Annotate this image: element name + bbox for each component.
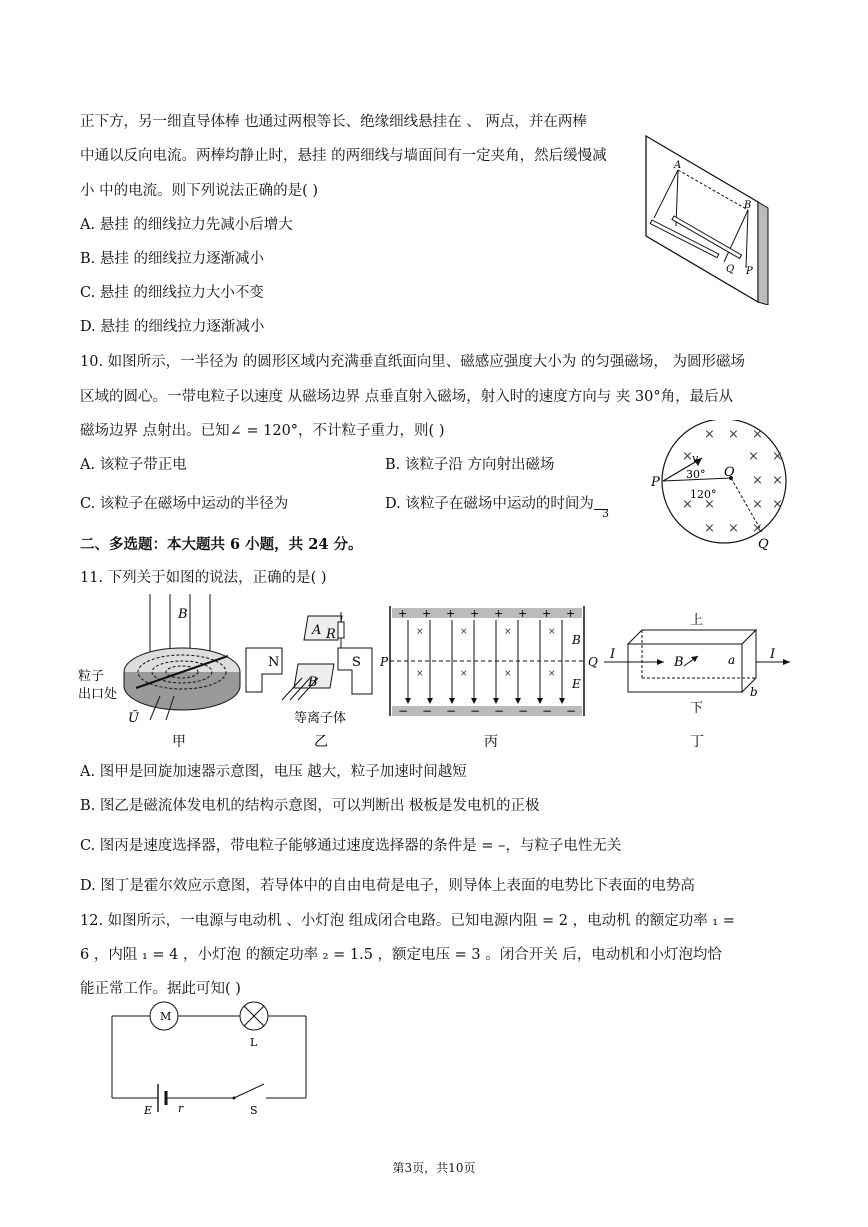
minus: − — [446, 704, 457, 718]
cross: × — [682, 449, 693, 464]
dee-side — [124, 672, 240, 710]
cross: × — [704, 497, 715, 512]
block-front — [628, 644, 742, 692]
label-r: r — [178, 1102, 184, 1115]
label-up: 上 — [690, 613, 704, 628]
minus: − — [494, 704, 505, 718]
fig-velocity-selector — [378, 604, 602, 750]
cross: × — [416, 669, 424, 679]
q12-line-3: 能正常工作。据此可知( ) — [80, 981, 241, 997]
cross: × — [772, 449, 783, 464]
q10-option-a: A. 该粒子带正电 — [80, 457, 187, 473]
q12-circuit — [104, 998, 314, 1120]
cross: × — [682, 497, 693, 512]
flow-arrow — [282, 678, 302, 700]
cross: × — [460, 627, 468, 637]
label-outlet-2: 出口处 — [78, 687, 118, 702]
q10-line-2: 区域的圆心。一带电粒子以速度 从磁场边界 点垂直射入磁场，射入时的速度方向与 夹 30°角，最后从 — [80, 389, 734, 405]
q10-line-3: 磁场边界 点射出。已知∠ = 120°，不计粒子重力，则( ) — [80, 423, 445, 439]
label-down: 下 — [690, 701, 704, 716]
switch-pivot — [233, 1097, 236, 1100]
caption-ding: 丁 — [690, 734, 704, 750]
label-r: R — [326, 627, 336, 642]
cross: × — [548, 669, 556, 679]
q12-line-2: 6 ，内阻 ₁ = 4 ，小灯泡 的额定功率 ₂ = 1.5 ，额定电压 = 3 。闭合开关 后，电动机和小灯泡均恰 — [80, 947, 722, 963]
cross: × — [752, 521, 763, 536]
label-q: Q — [588, 655, 598, 669]
cross: × — [504, 627, 512, 637]
q10-option-b: B. 该粒子沿 方向射出磁场 — [385, 457, 555, 473]
cross: × — [416, 627, 424, 637]
field-circle — [662, 420, 786, 543]
q9-option-a: A. 悬挂 的细线拉力先减小后增大 — [80, 217, 293, 233]
label-b: B — [674, 655, 684, 670]
plus: + — [494, 607, 504, 620]
cross: × — [728, 427, 739, 442]
q9-option-d: D. 悬挂 的细线拉力逐渐减小 — [80, 319, 265, 335]
switch-blade — [234, 1084, 264, 1098]
label-u: Ũ — [128, 711, 139, 726]
caption-jia: 甲 — [172, 734, 186, 750]
cross: × — [728, 521, 739, 536]
q11-option-c: C. 图丙是速度选择器，带电粒子能够通过速度选择器的条件是 = –，与粒子电性无关 — [80, 838, 622, 854]
label-a: A — [674, 160, 682, 171]
minus: − — [398, 704, 409, 718]
plus: + — [422, 607, 432, 620]
label-q: Q — [726, 264, 735, 275]
q11-option-a: A. 图甲是回旋加速器示意图，电压 越大，粒子加速时间越短 — [80, 764, 467, 780]
label-v: v — [692, 452, 699, 465]
label-a: a — [728, 653, 736, 667]
label-p: P — [651, 475, 660, 490]
q10-option-d-text: D. 该粒子在磁场中运动的时间为 — [385, 496, 594, 512]
q10-option-c: C. 该粒子在磁场中运动的半径为 — [80, 496, 289, 512]
page-footer: 第3页，共10页 — [392, 1161, 476, 1175]
cross: × — [460, 669, 468, 679]
plate-a — [304, 616, 342, 640]
section-heading: 二、多选题：本大题共 6 小题，共 24 分。 — [80, 536, 363, 553]
q9-line-2: 中通以反向电流。两棒均静止时，悬挂 的两细线与墙面间有一定夹角，然后缓慢减 — [80, 148, 607, 164]
angle-120: 120° — [690, 488, 717, 501]
resistor — [338, 622, 344, 638]
q9-line-3: 小 中的电流。则下列说法正确的是( ) — [80, 183, 319, 199]
q12-line-1: 12. 如图所示，一电源与电动机 、小灯泡 组成闭合电路。已知电源内阻 = 2 ，电动机 的额定功率 ₁ = — [80, 913, 735, 929]
fig-cyclotron — [78, 590, 248, 750]
fig-hall-effect — [604, 604, 794, 750]
q10-line-1: 10. 如图所示，一半径为 的圆形区域内充满垂直纸面向里、磁感应强度大小为 的匀强磁场， 为圆形磁场 — [80, 354, 745, 370]
q10-option-d-denominator: 3 — [602, 507, 609, 520]
cross: × — [752, 427, 763, 442]
plus: + — [446, 607, 456, 620]
label-b: B — [744, 200, 752, 211]
cross: × — [752, 473, 763, 488]
q11-option-b: B. 图乙是磁流体发电机的结构示意图，可以判断出 极板是发电机的正极 — [80, 798, 540, 814]
plus: + — [566, 607, 576, 620]
thread-4 — [746, 210, 748, 268]
cross: × — [704, 521, 715, 536]
minus: − — [422, 704, 433, 718]
label-p: P — [380, 655, 389, 669]
q9-line-1: 正下方，另一细直导体棒 也通过两根等长、绝缘细线悬挂在 、 两点，并在两棒 — [80, 114, 587, 130]
block-top — [628, 630, 756, 644]
cross: × — [548, 627, 556, 637]
label-b-small: b — [750, 685, 758, 699]
plate-top — [392, 608, 582, 618]
q9-option-b: B. 悬挂 的细线拉力逐渐减小 — [80, 251, 264, 267]
plus: + — [542, 607, 552, 620]
wall-front — [646, 136, 758, 302]
cross: × — [772, 497, 783, 512]
cross: × — [752, 497, 763, 512]
crosses — [416, 627, 556, 679]
cross: × — [748, 449, 759, 464]
cross: × — [772, 473, 783, 488]
minus: − — [518, 704, 529, 718]
q11-stem: 11. 下列关于如图的说法，正确的是( ) — [80, 570, 327, 586]
cross: × — [704, 427, 715, 442]
thread-1 — [654, 170, 678, 218]
label-b: B — [572, 633, 581, 647]
cross-marks — [682, 427, 783, 536]
caption-bing: 丙 — [484, 734, 498, 750]
caption-yi: 乙 — [314, 734, 328, 750]
label-p: P — [746, 266, 753, 277]
q11-option-d: D. 图丁是霍尔效应示意图，若导体中的自由电荷是电子，则导体上表面的电势比下表面的电势高 — [80, 878, 695, 894]
label-s: S — [352, 655, 361, 670]
fig-mhd-generator — [242, 604, 382, 750]
label-b: B — [308, 675, 318, 690]
label-e: E — [144, 1104, 153, 1117]
label-q: Q — [758, 537, 769, 552]
label-o: O — [724, 465, 735, 480]
q10-figure — [648, 420, 796, 554]
arrow-head — [783, 659, 790, 665]
label-s: S — [250, 1104, 258, 1117]
wall-side — [758, 202, 768, 305]
label-plasma: 等离子体 — [294, 711, 347, 726]
q9-option-c: C. 悬挂 的细线拉力大小不变 — [80, 285, 264, 301]
plate-bottom — [392, 706, 582, 716]
label-outlet-1: 粒子 — [78, 669, 105, 684]
minus: − — [470, 704, 481, 718]
q10-option-d — [385, 494, 608, 514]
label-e: E — [572, 677, 581, 691]
label-i-out: I — [770, 647, 776, 662]
label-i-in: I — [610, 647, 616, 662]
label-n: N — [268, 655, 280, 670]
label-m: M — [160, 1010, 172, 1023]
plus: + — [470, 607, 480, 620]
minus: − — [542, 704, 553, 718]
plus: + — [398, 607, 408, 620]
label-b: B — [178, 607, 188, 622]
label-l: L — [250, 1036, 258, 1049]
plus: + — [518, 607, 528, 620]
angle-30: 30° — [686, 468, 706, 481]
minus: − — [566, 704, 577, 718]
label-a: A — [312, 623, 322, 638]
q9-figure — [640, 130, 772, 305]
cross: × — [504, 669, 512, 679]
